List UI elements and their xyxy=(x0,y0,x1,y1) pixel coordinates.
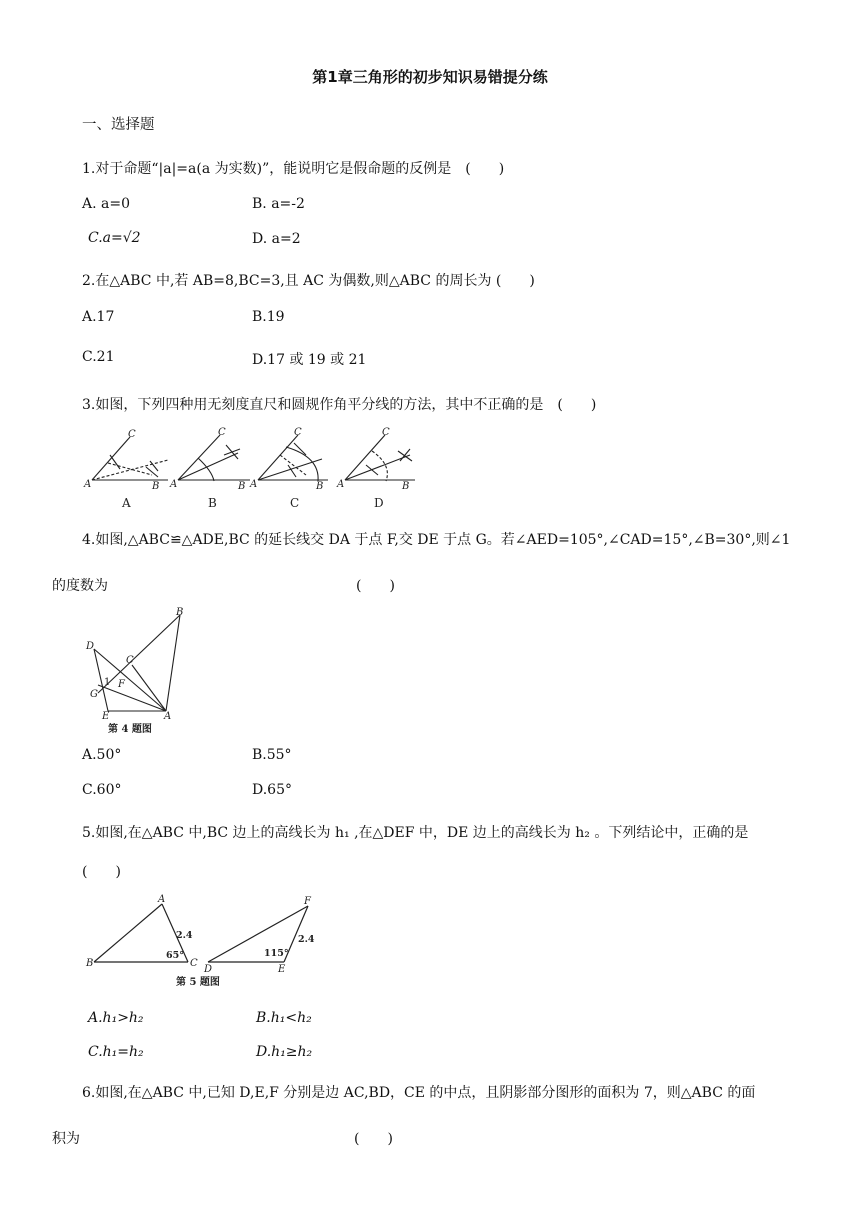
svg-text:C: C xyxy=(218,427,226,438)
q5-figure xyxy=(80,890,330,995)
svg-text:A: A xyxy=(158,894,166,905)
q5-angle-c: 65° xyxy=(166,950,184,961)
svg-text:G: G xyxy=(90,689,98,700)
page-title: 第1章三角形的初步知识易错提分练 xyxy=(312,68,548,86)
q3-label-b: B xyxy=(208,496,217,510)
q1-option-b: B. a=-2 xyxy=(252,196,305,212)
q4-answer-blank: ( ) xyxy=(356,578,395,594)
svg-text:F: F xyxy=(118,679,125,690)
svg-text:C: C xyxy=(128,429,136,440)
q5-stem: 5.如图,在△ABC 中,BC 边上的高线长为 h₁ ,在△DEF 中，DE 边上的高线长为 h₂ 。下列结论中，正确的是 xyxy=(82,825,749,841)
q6-stem-line2: 积为 xyxy=(52,1131,80,1147)
q5-option-c: C.h₁=h₂ xyxy=(88,1044,144,1060)
svg-text:B: B xyxy=(316,481,324,492)
q2-option-d: D.17 或 19 或 21 xyxy=(252,352,367,368)
q1-option-d: D. a=2 xyxy=(252,231,301,247)
q4-option-b: B.55° xyxy=(252,747,292,763)
q4-option-d: D.65° xyxy=(252,782,292,798)
q4-option-a: A.50° xyxy=(82,747,122,763)
q5-option-b: B.h₁<h₂ xyxy=(256,1010,312,1026)
svg-text:C: C xyxy=(190,958,198,969)
q3-figure xyxy=(80,425,420,515)
q3-label-a: A xyxy=(122,496,131,510)
q5-angle-e: 115° xyxy=(264,948,289,959)
q5-option-a: A.h₁>h₂ xyxy=(88,1010,144,1026)
q2-option-c: C.21 xyxy=(82,349,115,365)
section-heading: 一、选择题 xyxy=(82,117,155,133)
q2-stem: 2.在△ABC 中,若 AB=8,BC=3,且 AC 为偶数,则△ABC 的周长为 ( ) xyxy=(82,273,535,289)
q3-stem: 3.如图，下列四种用无刻度直尺和圆规作角平分线的方法，其中不正确的是 ( ) xyxy=(82,397,597,413)
q1-stem: 1.对于命题“|a|=a(a 为实数)”，能说明它是假命题的反例是 ( ) xyxy=(82,161,505,177)
q2-option-a: A.17 xyxy=(82,309,115,325)
svg-text:A: A xyxy=(84,479,92,490)
svg-text:C: C xyxy=(294,427,302,438)
svg-text:B: B xyxy=(402,481,410,492)
q6-stem-line1: 6.如图,在△ABC 中,已知 D,E,F 分别是边 AC,BD，CE 的中点，且阴影部分图形的面积为 7，则△ABC 的面 xyxy=(82,1085,756,1101)
q1-option-c: C.a=√2 xyxy=(88,230,141,246)
svg-text:F: F xyxy=(304,896,311,907)
q3-label-d: D xyxy=(374,496,384,510)
q3-label-c: C xyxy=(290,496,300,510)
svg-text:B: B xyxy=(176,607,184,618)
svg-text:A: A xyxy=(164,711,172,722)
q4-option-c: C.60° xyxy=(82,782,122,798)
svg-text:C: C xyxy=(382,427,390,438)
svg-text:B: B xyxy=(238,481,246,492)
svg-text:1: 1 xyxy=(104,677,111,688)
q5-length-ef: 2.4 xyxy=(298,934,315,945)
svg-text:D: D xyxy=(86,641,95,652)
q4-caption: 第 4 题图 xyxy=(108,724,152,735)
q5-caption: 第 5 题图 xyxy=(176,977,220,988)
q5-length-ac: 2.4 xyxy=(176,930,193,941)
svg-text:A: A xyxy=(250,479,258,490)
svg-text:E: E xyxy=(278,964,286,975)
svg-text:D: D xyxy=(204,964,213,975)
svg-text:A: A xyxy=(337,479,345,490)
svg-text:B: B xyxy=(152,481,160,492)
svg-text:E: E xyxy=(102,711,110,722)
svg-text:C: C xyxy=(126,655,134,666)
q5-option-d: D.h₁≥h₂ xyxy=(256,1044,313,1060)
q2-option-b: B.19 xyxy=(252,309,285,325)
q1-option-a: A. a=0 xyxy=(82,196,130,212)
svg-text:A: A xyxy=(170,479,178,490)
q6-answer-blank: ( ) xyxy=(354,1131,393,1147)
q5-answer-blank: ( ) xyxy=(82,864,121,880)
svg-text:B: B xyxy=(86,958,94,969)
q4-figure xyxy=(80,605,200,740)
q4-stem-line2: 的度数为 xyxy=(52,578,108,594)
q4-stem-line1: 4.如图,△ABC≌△ADE,BC 的延长线交 DA 于点 F,交 DE 于点 G。若∠AED=105°,∠CAD=15°,∠B=30°,则∠1 xyxy=(82,532,791,548)
